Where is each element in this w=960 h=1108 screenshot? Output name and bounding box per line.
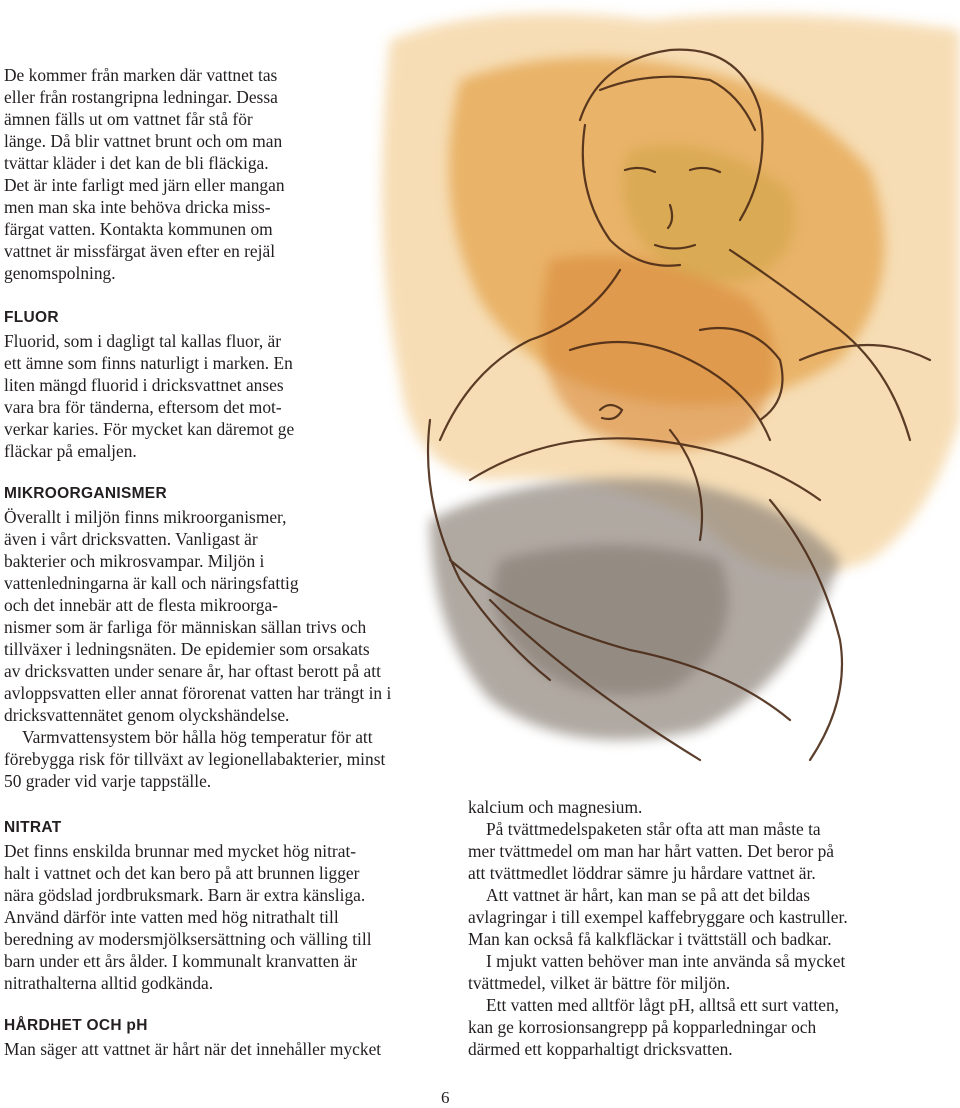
- body-line: Det finns enskilda brunnar med mycket hög nitrat-: [4, 841, 357, 861]
- body-line: Man säger att vattnet är hårt när det innehåller mycket: [4, 1039, 382, 1059]
- section-heading: NITRAT: [4, 819, 62, 836]
- body-line: av dricksvatten under senare år, har oftast berott på att: [4, 661, 381, 681]
- body-line: vara bra för tänderna, eftersom det mot-: [4, 397, 282, 417]
- body-line: liten mängd fluorid i dricksvattnet anses: [4, 375, 284, 395]
- body-line: Överallt i miljön finns mikroorganismer,: [4, 507, 287, 527]
- section-nitrat: [4, 818, 444, 994]
- body-line: mer tvättmedel om man har hårt vatten. Det beror på: [468, 841, 835, 861]
- intro-line: vattnet är missfärgat även efter en rejäl: [4, 241, 276, 261]
- intro-text: [4, 64, 334, 284]
- body-line: bakterier och mikrosvampar. Miljön i: [4, 551, 265, 571]
- right-column-text: [468, 796, 898, 1060]
- section-heading: MIKROORGANISMER: [4, 485, 167, 502]
- body-line: förebygga risk för tillväxt av legionellabakterier, minst: [4, 749, 386, 769]
- section-heading: FLUOR: [4, 309, 59, 326]
- intro-line: De kommer från marken där vattnet tas: [4, 65, 278, 85]
- body-line: även i vårt dricksvatten. Vanligast är: [4, 529, 258, 549]
- body-line: tillväxer i ledningsnäten. De epidemier som orsakats: [4, 639, 370, 659]
- body-line: halt i vattnet och det kan bero på att brunnen ligger: [4, 863, 360, 883]
- body-line: Att vattnet är hårt, kan man se på att det bildas: [486, 885, 811, 905]
- intro-line: Det är inte farligt med järn eller mangan: [4, 175, 285, 195]
- body-line: vattenledningarna är kall och näringsfattig: [4, 573, 299, 593]
- section-mikroorganismer: [4, 484, 454, 792]
- section-heading: HÅRDHET OCH pH: [4, 1017, 148, 1034]
- body-line: barn under ett års ålder. I kommunalt kranvatten är: [4, 951, 357, 971]
- body-line: Använd därför inte vatten med hög nitrathalt till: [4, 907, 339, 927]
- intro-line: länge. Då blir vattnet brunt och om man: [4, 131, 283, 151]
- body-line: nära gödslad jordbruksmark. Barn är extra känsliga.: [4, 885, 366, 905]
- section-fluor: [4, 308, 339, 462]
- body-line: tvättmedel, vilket är bättre för miljön.: [468, 973, 731, 993]
- intro-line: ämnen fälls ut om vattnet får stå för: [4, 109, 253, 129]
- body-line: nismer som är farliga för människan sällan trivs och: [4, 617, 367, 637]
- body-line: fläckar på emaljen.: [4, 441, 137, 461]
- body-line: att tvättmedlet löddrar sämre ju hårdare vattnet är.: [468, 863, 816, 883]
- body-line: kalcium och magnesium.: [468, 797, 643, 817]
- body-line: verkar karies. För mycket kan däremot ge: [4, 419, 295, 439]
- body-line: Ett vatten med alltför lågt pH, alltså ett surt vatten,: [486, 995, 840, 1015]
- mother-and-baby-illustration: [370, 0, 960, 790]
- body-line: nitrathalterna alltid godkända.: [4, 973, 214, 993]
- page-number: 6: [441, 1088, 450, 1107]
- body-line: Varmvattensystem bör hålla hög temperatur för att: [22, 727, 373, 747]
- body-line: därmed ett kopparhaltigt dricksvatten.: [468, 1039, 733, 1059]
- body-line: På tvättmedelspaketen står ofta att man måste ta: [486, 819, 821, 839]
- body-line: Man kan också få kalkfläckar i tvättställ och badkar.: [468, 929, 832, 949]
- body-line: I mjukt vatten behöver man inte använda så mycket: [486, 951, 846, 971]
- body-line: avloppsvatten eller annat förorenat vatten har trängt in i: [4, 683, 392, 703]
- body-line: 50 grader vid varje tappställe.: [4, 771, 212, 791]
- body-line: avlagringar i till exempel kaffebryggare och kastruller.: [468, 907, 848, 927]
- intro-line: tvättar kläder i det kan de bli fläckiga.: [4, 153, 269, 173]
- body-line: dricksvattennätet genom olyckshändelse.: [4, 705, 290, 725]
- intro-line: eller från rostangripna ledningar. Dessa: [4, 87, 278, 107]
- intro-line: färgat vatten. Kontakta kommunen om: [4, 219, 273, 239]
- body-line: ett ämne som finns naturligt i marken. En: [4, 353, 293, 373]
- body-line: kan ge korrosionsangrepp på kopparledningar och: [468, 1017, 817, 1037]
- body-line: Fluorid, som i dagligt tal kallas fluor, är: [4, 331, 282, 351]
- body-line: och det innebär att de flesta mikroorga-: [4, 595, 278, 615]
- intro-line: genomspolning.: [4, 263, 116, 283]
- body-line: beredning av modersmjölksersättning och välling till: [4, 929, 372, 949]
- section-hardhet-och-ph: [4, 1016, 444, 1060]
- intro-line: men man ska inte behöva dricka miss-: [4, 197, 271, 217]
